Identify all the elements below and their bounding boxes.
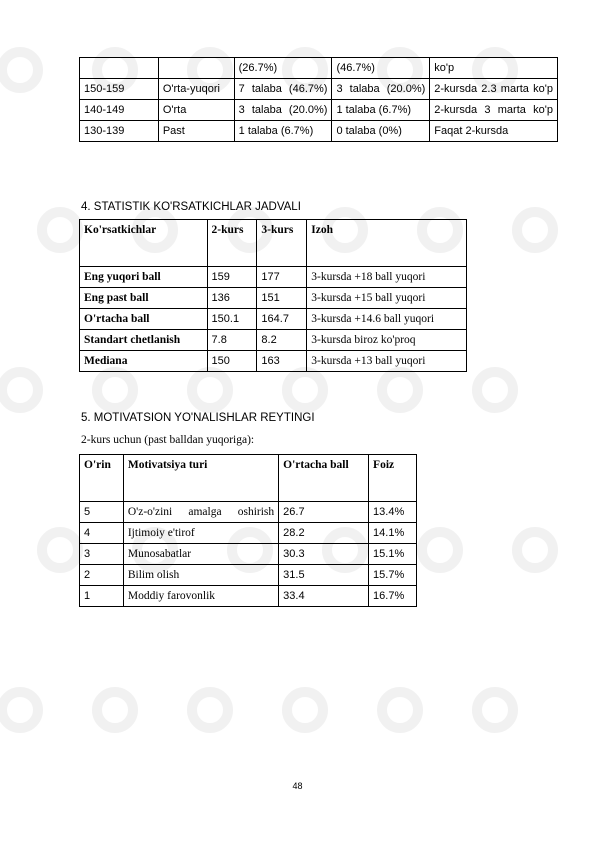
- column-header: O'rin: [80, 455, 124, 502]
- column-header: Motivatsiya turi: [123, 455, 278, 502]
- table-cell: 7 talaba (46.7%): [234, 79, 332, 100]
- page-number: 48: [292, 781, 303, 791]
- table-cell: 159: [207, 267, 257, 288]
- table-cell: 150.1: [207, 309, 257, 330]
- table-row: [80, 544, 417, 565]
- motivation-ranking-table: [79, 454, 417, 607]
- row-label: O'rtacha ball: [80, 309, 208, 330]
- row-label: Eng yuqori ball: [80, 267, 208, 288]
- table-header-row: [80, 455, 417, 502]
- table-cell: 3 talaba (20.0%): [234, 100, 332, 121]
- table-cell: 33.4: [279, 586, 369, 607]
- table-cell: 150: [207, 351, 257, 372]
- table-cell: 0 talaba (0%): [332, 121, 430, 142]
- table-cell: 5: [80, 502, 124, 523]
- table-row: [80, 351, 467, 372]
- table-cell: 140-149: [80, 100, 159, 121]
- table-cell: 3-kursda +13 ball yuqori: [307, 351, 467, 372]
- table-cell: (26.7%): [234, 58, 332, 79]
- table-cell: 15.1%: [369, 544, 417, 565]
- column-header: Ko'rsatkichlar: [80, 220, 208, 267]
- row-label: Eng past ball: [80, 288, 208, 309]
- table-cell: O'rta-yuqori: [158, 79, 234, 100]
- statistics-table: [79, 219, 467, 372]
- table-row: [80, 121, 558, 142]
- table-cell: [80, 58, 159, 79]
- column-header: Izoh: [307, 220, 467, 267]
- table-cell: (46.7%): [332, 58, 430, 79]
- column-header: 3-kurs: [257, 220, 307, 267]
- table-cell: 3 talaba (20.0%): [332, 79, 430, 100]
- score-distribution-table: [79, 57, 558, 142]
- table-cell: 8.2: [257, 330, 307, 351]
- table-cell: 3-kursda +18 ball yuqori: [307, 267, 467, 288]
- table-row: [80, 586, 417, 607]
- table-cell: Bilim olish: [123, 565, 278, 586]
- table-cell: Faqat 2-kursda: [430, 121, 558, 142]
- table-cell: 30.3: [279, 544, 369, 565]
- column-header: Foiz: [369, 455, 417, 502]
- table-cell: O'rta: [158, 100, 234, 121]
- table-cell: Moddiy farovonlik: [123, 586, 278, 607]
- table-cell: 130-139: [80, 121, 159, 142]
- row-label: Standart chetlanish: [80, 330, 208, 351]
- table-cell: 2-kursda 2.3 marta ko'p: [430, 79, 558, 100]
- table-header-row: [80, 220, 467, 267]
- table-cell: 15.7%: [369, 565, 417, 586]
- table-row: [80, 58, 558, 79]
- table-cell: 164.7: [257, 309, 307, 330]
- table-cell: 26.7: [279, 502, 369, 523]
- table-row: [80, 100, 558, 121]
- table-row: [80, 79, 558, 100]
- table-cell: 136: [207, 288, 257, 309]
- table-row: [80, 309, 467, 330]
- table-cell: 151: [257, 288, 307, 309]
- table-row: [80, 523, 417, 544]
- table-row: [80, 502, 417, 523]
- section-heading: 5. MOTIVATSION YO'NALISHLAR REYTINGI: [81, 412, 315, 424]
- table-cell: 4: [80, 523, 124, 544]
- column-header: 2-kurs: [207, 220, 257, 267]
- row-label: Mediana: [80, 351, 208, 372]
- table-cell: 16.7%: [369, 586, 417, 607]
- table-cell: 28.2: [279, 523, 369, 544]
- table-cell: 177: [257, 267, 307, 288]
- table-cell: 13.4%: [369, 502, 417, 523]
- table-cell: 3: [80, 544, 124, 565]
- table-row: [80, 330, 467, 351]
- table-cell: [158, 58, 234, 79]
- table-cell: 1: [80, 586, 124, 607]
- table-cell: 31.5: [279, 565, 369, 586]
- table-cell: 3-kursda +15 ball yuqori: [307, 288, 467, 309]
- table-cell: Ijtimoiy e'tirof: [123, 523, 278, 544]
- table-cell: Munosabatlar: [123, 544, 278, 565]
- table-cell: 14.1%: [369, 523, 417, 544]
- table-cell: 7.8: [207, 330, 257, 351]
- table-row: [80, 565, 417, 586]
- table-cell: 3-kursda biroz ko'proq: [307, 330, 467, 351]
- table-cell: ko'p: [430, 58, 558, 79]
- table-cell: O'z-o'zini amalga oshirish: [123, 502, 278, 523]
- section-heading: 4. STATISTIK KO'RSATKICHLAR JADVALI: [81, 201, 301, 213]
- section-subheading: 2-kurs uchun (past balldan yuqoriga):: [81, 434, 255, 446]
- table-cell: 150-159: [80, 79, 159, 100]
- table-row: [80, 267, 467, 288]
- table-cell: 1 talaba (6.7%): [332, 100, 430, 121]
- table-cell: 3-kursda +14.6 ball yuqori: [307, 309, 467, 330]
- column-header: O'rtacha ball: [279, 455, 369, 502]
- table-cell: 2-kursda 3 marta ko'p: [430, 100, 558, 121]
- table-cell: Past: [158, 121, 234, 142]
- table-cell: 163: [257, 351, 307, 372]
- table-row: [80, 288, 467, 309]
- table-cell: 2: [80, 565, 124, 586]
- table-cell: 1 talaba (6.7%): [234, 121, 332, 142]
